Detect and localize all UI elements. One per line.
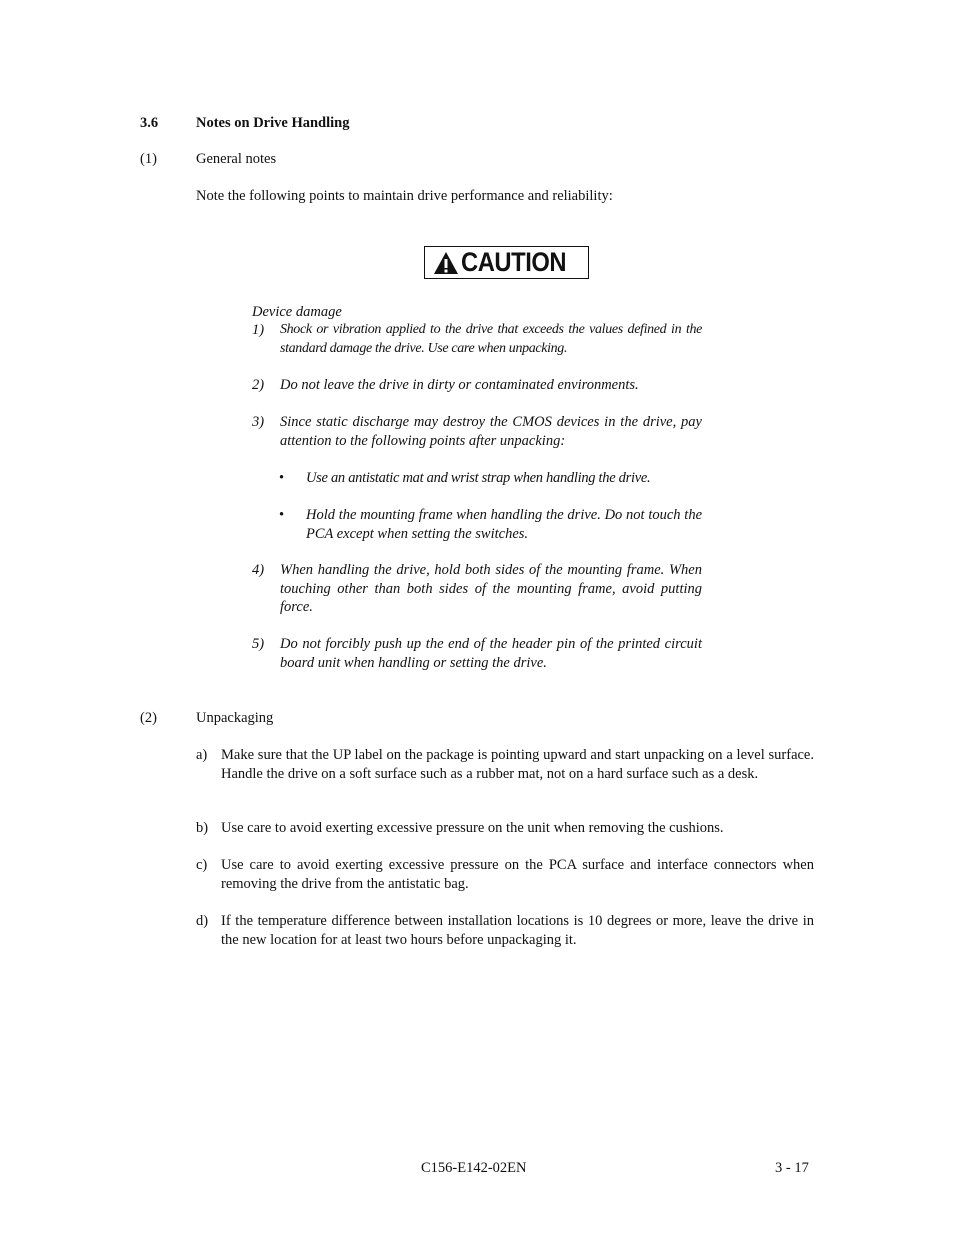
- unpack-item-c-letter: c): [196, 857, 208, 873]
- section-number: 3.6: [140, 115, 159, 131]
- unpack-item-a-letter: a): [196, 747, 208, 763]
- caution-item-5-num: 5): [252, 636, 265, 652]
- footer-page-number: 3 - 17: [775, 1160, 809, 1176]
- bullet-2-text: Hold the mounting frame when handling the drive. Do not touch the PCA except when setting the switches.: [306, 507, 702, 542]
- caution-item-1-text: Shock or vibration applied to the drive that exceeds the values defined in the standard damage the drive. Use care when unpacking.: [280, 322, 702, 356]
- caution-item-1-num: 1): [252, 322, 265, 338]
- general-intro: Note the following points to maintain drive performance and reliability:: [196, 188, 613, 204]
- unpack-item-d-text: If the temperature difference between installation locations is 10 degrees or more, leave the drive in the new location for at least two hours before unpackaging it.: [221, 913, 814, 948]
- unpack-item-b-letter: b): [196, 820, 209, 836]
- unpack-item-d-letter: d): [196, 913, 209, 929]
- unpack-item-b-text: Use care to avoid exerting excessive pressure on the unit when removing the cushions.: [221, 820, 724, 836]
- caution-item-5-text: Do not forcibly push up the end of the header pin of the printed circuit board unit when handling or setting the drive.: [280, 636, 702, 671]
- subsection-heading-general: General notes: [196, 151, 277, 167]
- caution-subtitle: Device damage: [252, 304, 342, 320]
- warning-triangle-icon: [433, 251, 459, 275]
- bullet-1-text: Use an antistatic mat and wrist strap when handling the drive.: [306, 470, 651, 486]
- subsection-heading-unpackaging: Unpackaging: [196, 710, 274, 726]
- unpack-item-c-text: Use care to avoid exerting excessive pressure on the PCA surface and interface connectors when removing the drive from the antistatic bag.: [221, 857, 814, 892]
- bullet-2-mark: •: [279, 507, 285, 523]
- caution-word: CAUTION: [460, 247, 566, 277]
- subsection-marker-1: (1): [140, 151, 157, 167]
- caution-item-4-text: When handling the drive, hold both sides of the mounting frame. When touching other than both sides of the mounting frame, avoid putting force.: [280, 562, 702, 615]
- caution-item-4-num: 4): [252, 562, 265, 578]
- caution-item-3-num: 3): [252, 414, 265, 430]
- caution-label: [424, 246, 589, 279]
- caution-item-2-num: 2): [252, 377, 265, 393]
- unpack-item-a-text: Make sure that the UP label on the package is pointing upward and start unpacking on a level surface. Handle the drive on a soft surface such as a rubber mat, not on a hard surface such as a desk.: [221, 747, 814, 782]
- bullet-1-mark: •: [279, 470, 285, 486]
- subsection-marker-2: (2): [140, 710, 157, 726]
- caution-item-3-text: Since static discharge may destroy the CMOS devices in the drive, pay attention to the following points after unpacking:: [280, 414, 702, 449]
- footer-doc-id: C156-E142-02EN: [421, 1160, 527, 1176]
- caution-item-2-text: Do not leave the drive in dirty or contaminated environments.: [280, 377, 639, 393]
- section-title: Notes on Drive Handling: [196, 115, 350, 131]
